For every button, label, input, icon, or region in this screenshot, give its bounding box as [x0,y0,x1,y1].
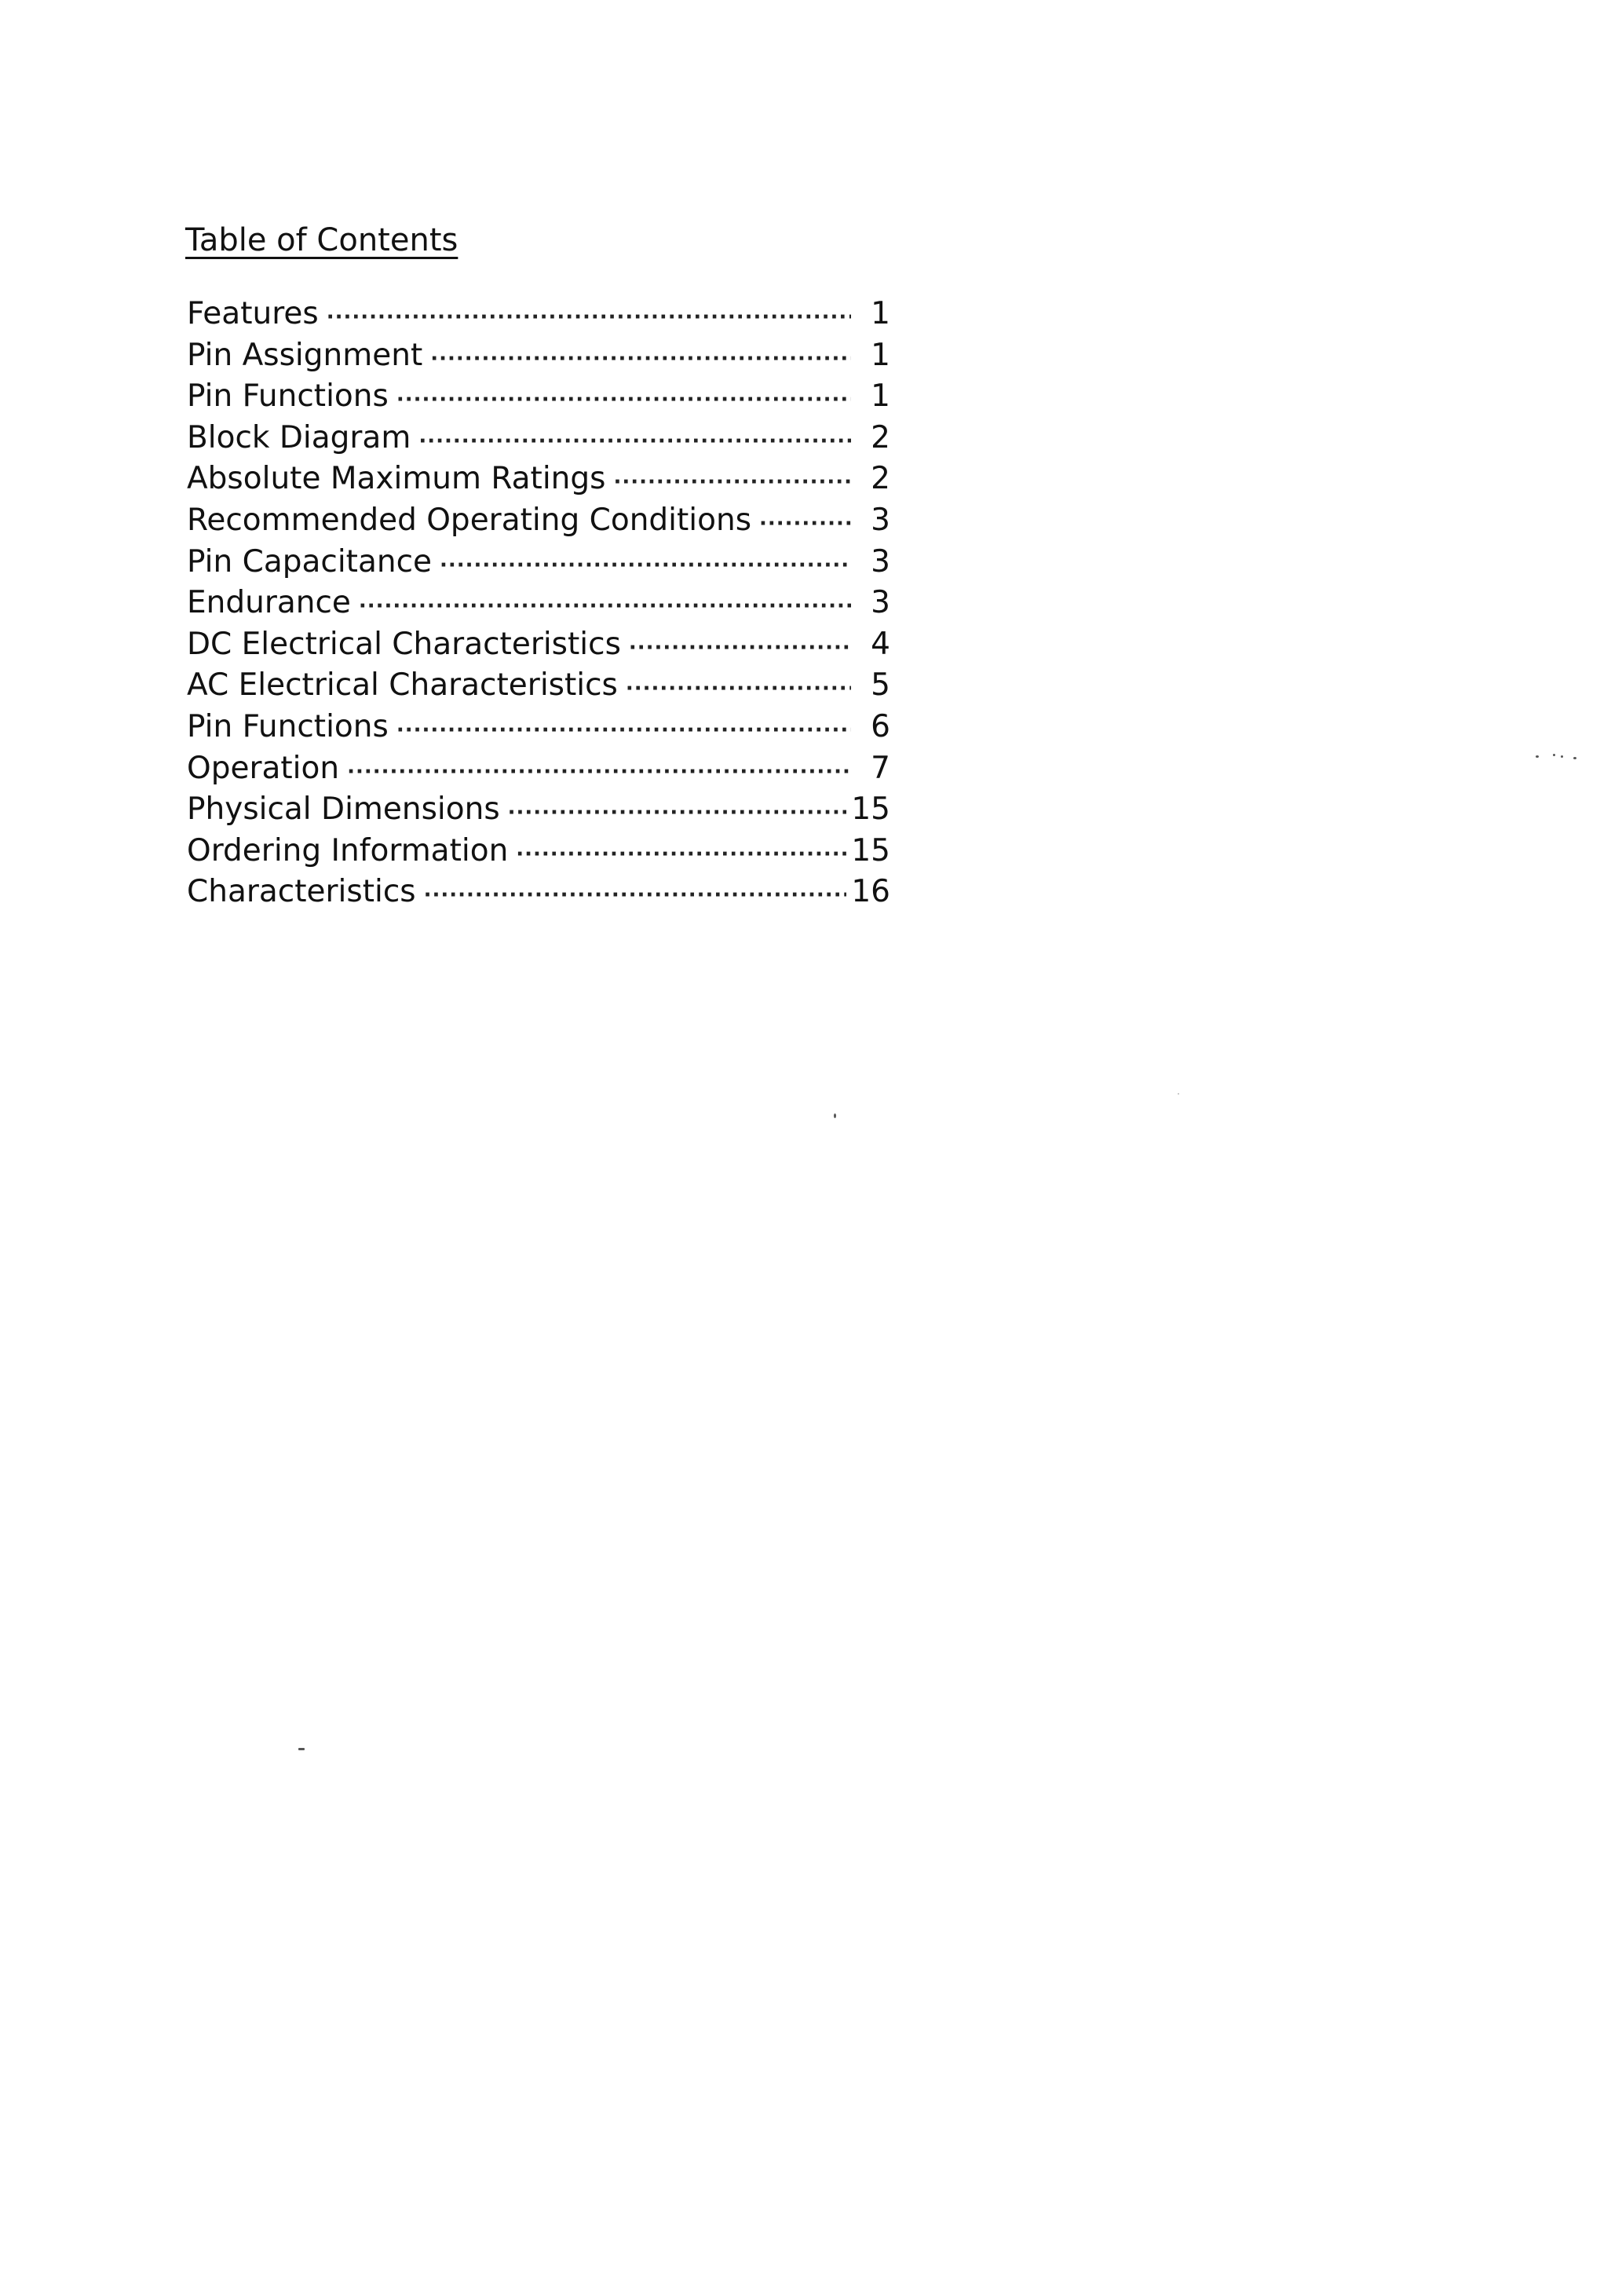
toc-entry [187,707,890,748]
toc-entry [187,542,890,583]
scan-speck [1553,754,1555,756]
toc-title: Table of Contents [185,222,458,258]
toc-entry [187,335,890,377]
dot-leader [396,379,851,421]
toc-entry-page: 7 [871,750,890,786]
dot-leader [396,710,851,751]
toc-entry-label: Ordering Information [187,832,509,868]
toc-entry-label: Pin Assignment [187,337,423,373]
toc-entry [187,789,890,831]
scan-speck [1573,757,1576,759]
toc-entry-label: Operation [187,750,340,786]
toc-entry-page: 15 [851,832,890,868]
toc-entry-label: Pin Functions [187,378,389,415]
toc-entry-page: 4 [871,626,890,662]
dot-leader [430,338,851,380]
toc-entry [187,831,890,872]
dot-leader [418,421,851,462]
toc-entry-label: Characteristics [187,874,416,910]
dot-leader [629,627,851,669]
toc-entry-page: 3 [871,543,890,579]
toc-entry [187,376,890,418]
toc-entry-label: Pin Capacitance [187,543,433,579]
dot-leader [508,792,847,834]
dot-leader [613,462,851,503]
toc-entry-page: 15 [851,792,890,828]
toc-entry-label: Absolute Maximum Ratings [187,461,606,497]
dot-leader [327,297,851,338]
scan-speck [1178,1093,1179,1095]
toc-list [187,294,890,913]
dot-leader [424,875,847,916]
toc-entry [187,294,890,335]
scan-speck [1561,755,1563,758]
toc-entry [187,624,890,666]
toc-entry-label: Recommended Operating Conditions [187,502,752,538]
dot-leader [359,586,851,627]
toc-entry-page: 3 [871,585,890,621]
dot-leader [516,834,846,876]
dot-leader [759,503,851,545]
toc-entry [187,459,890,500]
toc-entry-page: 3 [871,502,890,538]
dot-leader [440,545,851,587]
toc-entry-page: 16 [851,874,890,910]
toc-entry-label: Endurance [187,585,351,621]
toc-entry-page: 1 [871,337,890,373]
dot-leader [626,668,851,710]
dot-leader [347,751,851,793]
scan-speck [298,1748,305,1750]
toc-entry-label: Physical Dimensions [187,792,500,828]
toc-entry-label: Block Diagram [187,419,411,455]
toc-entry-page: 6 [871,708,890,744]
toc-entry-label: AC Electrical Characteristics [187,667,618,704]
toc-entry [187,418,890,459]
toc-entry-page: 1 [871,378,890,415]
toc-entry-page: 5 [871,667,890,704]
scan-speck [1536,755,1539,758]
toc-entry-label: DC Electrical Characteristics [187,626,621,662]
toc-entry [187,872,890,913]
toc-entry-label: Pin Functions [187,708,389,744]
toc-entry-page: 2 [871,419,890,455]
toc-entry [187,583,890,624]
toc-entry-page: 2 [871,461,890,497]
toc-entry [187,665,890,707]
toc-entry [187,748,890,790]
toc-entry-label: Features [187,296,319,331]
scan-speck [834,1113,836,1118]
toc-entry [187,500,890,542]
toc-entry-page: 1 [871,296,890,331]
